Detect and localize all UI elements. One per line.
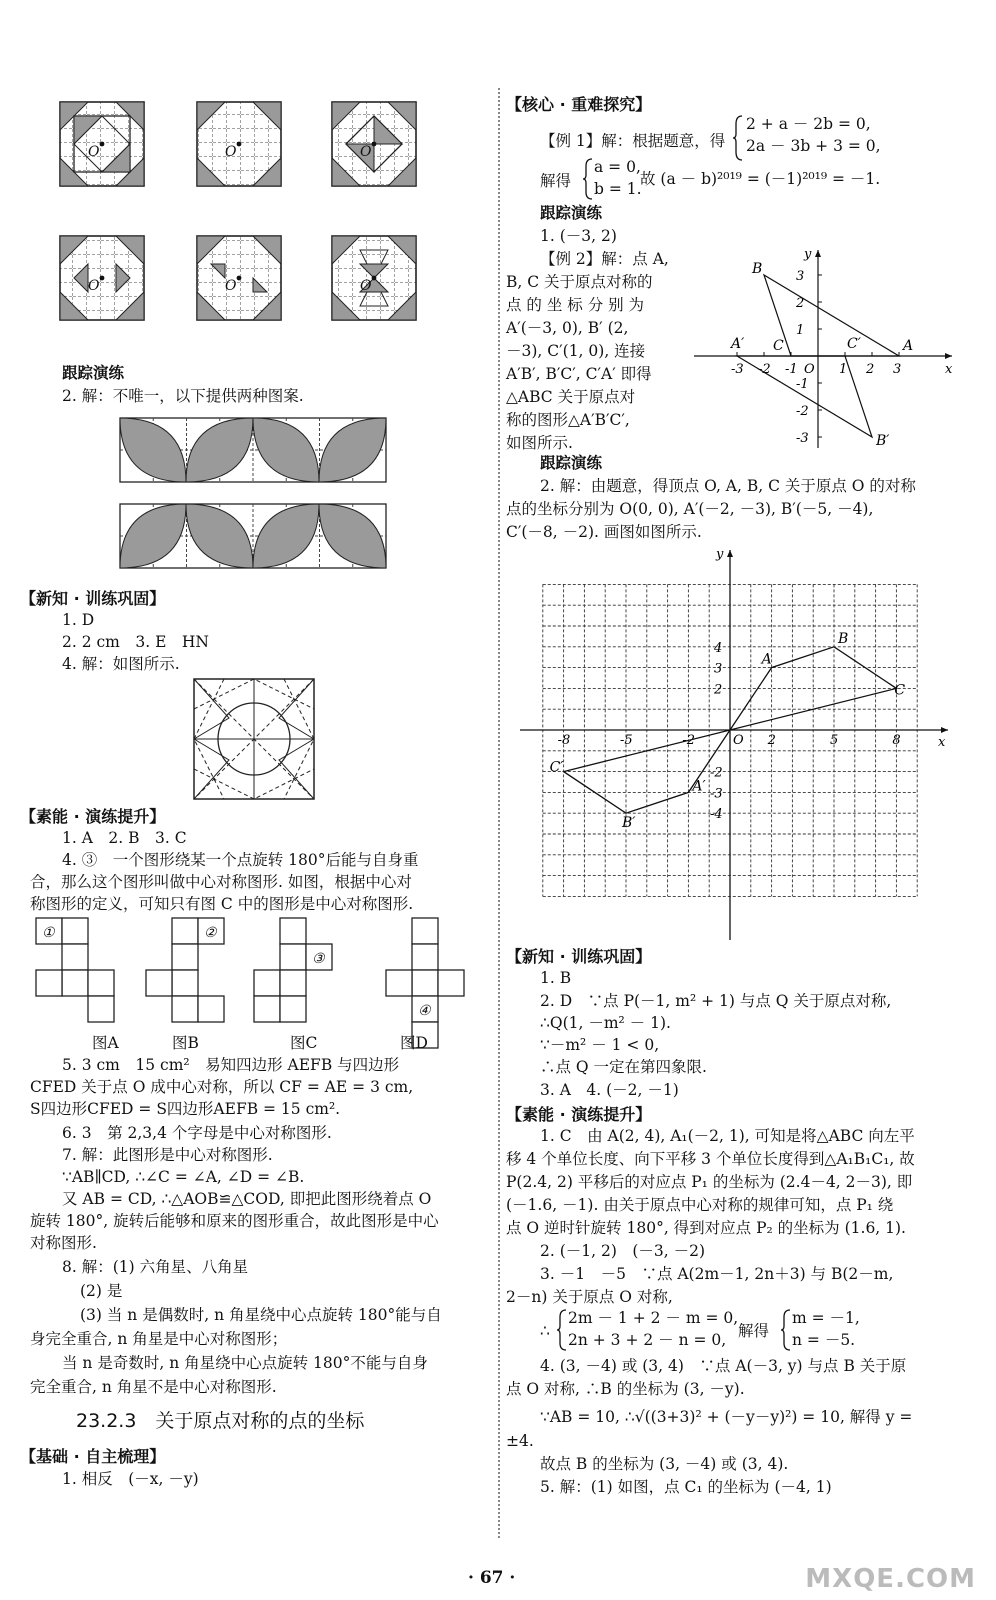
ab-r3-line2: 2－n) 关于原点 O 对称, [506,1288,673,1306]
ab-r3-line1: 3. －1 －5 ∵点 A(2m－1, 2n＋3) 与 B(2－m, [540,1265,894,1283]
net-cell [280,996,306,1022]
y-axis-arrow [815,250,821,257]
x-tick-label: 8 [892,733,901,748]
ex1-sol1: a = 0, [594,158,641,176]
petal-leaf [253,504,319,568]
point-label: B′ [622,815,636,832]
ab5-line3: S四边形CFED = S四边形AEFB = 15 cm². [30,1100,341,1118]
net-cell [280,970,306,996]
net-cell [36,970,62,996]
ab3-eq2: 2n + 3 + 2 － n = 0, [568,1331,727,1349]
point-label: C [894,682,906,699]
ab8-line5: 当 n 是奇数时, n 角星绕中心点旋转 180°不能与自身 [62,1354,428,1372]
ab7-line5: 对称图形. [30,1234,97,1252]
net-cell [438,970,464,996]
x-tick-label: 2 [767,733,776,748]
net-cell [62,918,88,944]
ex2-text-line: 称的图形△A′B′C′, [506,411,630,429]
ex1-sol-brace [582,157,594,201]
tile-center-dot [100,142,105,147]
x-tick-label: -3 [731,362,744,377]
ab3-sol-brace [780,1308,792,1352]
tile-center-label: O [360,144,372,160]
y-tick-label: -3 [796,431,809,446]
net-mark: ① [42,925,55,941]
nk-r2-line2: ∴Q(1, －m² － 1). [540,1014,671,1032]
y-tick-label: 1 [796,323,805,338]
x-tick-label: -1 [785,362,798,377]
net-cell [172,996,198,1022]
follow-answer-1: 1. (－3, 2) [540,227,617,245]
ab-r4-line5: 故点 B 的坐标为 (3, －4) 或 (3, 4). [540,1455,789,1473]
x-tick-label: 1 [839,362,848,377]
grid-coordinate-figure [516,542,956,942]
net-cell [386,970,412,996]
tile-figure [332,102,416,186]
y-tick-label: -3 [710,786,723,802]
ex2-coordinate-figure [690,244,960,454]
ab-r1-line3: P(2.4, 2) 平移后的对应点 P₁ 的坐标为 (2.4－4, 2－3), 即 [506,1173,913,1191]
follow-q2: 2. 解：不唯一，以下提供两种图案. [62,387,304,405]
net-mark: ④ [418,1003,431,1019]
tile-center-dot [237,142,242,147]
net-cell [172,918,198,944]
ab-r1-line4: (－1.6, －1). 由关于原点中心对称的规律可知，点 P₁ 绕 [506,1196,894,1214]
y-tick-label: 2 [714,682,723,698]
x-axis-arrow [941,727,948,733]
point-label: A′ [731,336,745,352]
ab7-line1: 7. 解：此图形是中心对称图形. [62,1146,273,1164]
x-axis-label: x [938,735,946,750]
net-cell [412,918,438,944]
tile-center-dot [372,142,377,147]
x-tick-label: 2 [866,362,875,377]
petal-pattern-figure [118,416,388,576]
section-newknow-right: 【新知 · 训练巩固】 [506,947,652,966]
y-tick-label: -2 [796,404,809,419]
follow-label-r2: 跟踪演练 [540,453,603,472]
tile-figure [197,102,281,186]
ab4-line3: 称图形的定义，可知只有图 C 中的图形是中心对称图形. [30,895,414,913]
x-tick-label: -8 [557,733,571,748]
ab8-line4: 身完全重合, n 角星是中心对称图形； [30,1330,288,1348]
tile-figure [60,102,144,186]
net-cell [254,996,280,1022]
tile-center-dot [372,276,377,281]
x-tick-label: 5 [830,733,839,748]
section-core: 【核心 · 重难探究】 [506,95,652,114]
ab3-sol2: n = －5. [792,1331,856,1349]
point-label: B [838,630,849,647]
net-cell [412,970,438,996]
tile-figure [332,236,416,320]
net-cell [146,970,172,996]
fig-label-b: 图B [172,1034,199,1052]
petal-leaf [120,418,186,482]
tile-figure [197,236,281,320]
ab3-sol1: m = －1, [792,1309,860,1327]
x-tick-label: -2 [682,733,696,748]
fig-label-c: 图C [290,1034,318,1052]
ab-r2: 2. (－1, 2) (－3, －2) [540,1242,706,1260]
triangle-abc [764,275,899,356]
column-divider [498,88,500,1538]
ex2-text-line: △ABC 关于原点对 [506,388,636,406]
f2-line2: 点的坐标分别为 O(0, 0), A′(－2, －3), B′(－5, －4), [506,500,874,518]
petal-leaf [319,418,386,482]
net-cell [412,944,438,970]
ab-answers-1-3: 1. A 2. B 3. C [62,829,187,847]
ab3-solve-label: 解得 [738,1322,770,1340]
y-tick-label: -1 [796,377,809,392]
ab-r5: 5. 解：(1) 如图，点 C₁ 的坐标为 (－4, 1) [540,1478,832,1496]
section-ability-right: 【素能 · 演练提升】 [506,1105,652,1124]
point-label: C′ [847,336,861,352]
ex1-eq2: 2a － 3b + 3 = 0, [746,137,881,155]
ab8-line6: 完全重合, n 角星不是中心对称图形. [30,1378,277,1396]
tile-center-label: O [88,278,100,294]
ab5-line1: 5. 3 cm 15 cm² 易知四边形 AEFB 与四边形 [62,1056,400,1074]
tile-center-dot [100,276,105,281]
net-cell [172,944,198,970]
point-label: A [761,651,772,668]
nk-r2-line4: ∴点 Q 一定在第四象限. [540,1058,707,1076]
ab-r1-line1: 1. C 由 A(2, 4), A₁(－2, 1), 可知是将△ABC 向左平 [540,1127,915,1145]
tile-center-label: O [88,144,100,160]
net-cell [88,996,114,1022]
watermark-logo: MXQE.COM [805,1564,976,1594]
section-newknow-left: 【新知 · 训练巩固】 [20,589,166,608]
net-cell [280,944,306,970]
ex1-eq1: 2 + a － 2b = 0, [746,115,871,133]
petal-leaf [319,504,386,568]
ex2-text-line: 点 的 坐 标 分 别 为 [506,296,645,314]
ab6-line: 6. 3 第 2,3,4 个字母是中心对称图形. [62,1124,332,1142]
follow-practice-label: 跟踪演练 [62,363,125,382]
section-ability-left: 【素能 · 演练提升】 [20,807,166,826]
nk-answer-2-3: 2. 2 cm 3. E HN [62,633,209,651]
page-number: · 67 · [468,1568,516,1588]
fig-label-d: 图D [400,1034,428,1052]
point-label: C [773,338,784,354]
y-tick-label: 4 [714,640,723,656]
x-tick-label: -2 [758,362,771,377]
net-cell [172,970,198,996]
y-axis-label: y [804,247,812,262]
ex2-text-line: －3), C′(1, 0), 连接 [506,342,646,360]
ab8-line1: 8. 解：(1) 六角星、八角星 [62,1258,249,1276]
petal-row [120,418,386,482]
ab3-eq1: 2m － 1 + 2 － m = 0, [568,1309,739,1327]
fig-label-a: 图A [92,1034,119,1052]
net-cell [62,944,88,970]
tile-center-label: O [225,278,237,294]
petal-leaf [120,504,186,568]
f2-line1: 2. 解：由题意，得顶点 O, A, B, C 关于原点 O 的对称 [540,477,916,495]
point-label: B [752,261,763,277]
ex2-text-line: 【例 2】解：点 A, [540,250,669,268]
ab7-line3: 又 AB = CD, ∴△AOB≌△COD, 即把此图形绕着点 O [62,1190,432,1208]
square-circle-figure [193,678,315,800]
tile-pattern-figures [58,100,418,360]
net-mark: ③ [312,951,325,967]
x-tick-label: 3 [893,362,902,377]
ab5-line2: CFED 关于点 O 成中心对称，所以 CF = AE = 3 cm, [30,1078,414,1096]
net-cell [88,970,114,996]
nk-r1: 1. B [540,969,572,987]
x-axis-arrow [945,353,952,359]
y-tick-label: 2 [796,296,805,311]
nk-answer-1: 1. D [62,611,95,629]
point-label: B′ [876,433,890,449]
y-tick-label: -2 [710,765,723,781]
x-tick-label: -5 [620,733,633,748]
ex1-solve-label: 解得 [540,172,572,190]
net-cell [280,918,306,944]
point-label: A [903,338,914,354]
ab7-line2: ∵AB∥CD, ∴∠C = ∠A, ∠D = ∠B. [62,1168,305,1186]
tile-center-dot [237,276,242,281]
y-tick-label: 3 [714,661,723,677]
tile-figure [60,236,144,320]
follow-label-r1: 跟踪演练 [540,203,603,222]
ab3-brace [556,1308,568,1352]
basic-answer-1: 1. 相反 (－x, －y) [62,1470,199,1488]
point-label: C′ [549,759,564,776]
petal-row [120,504,386,568]
ab8-line3: (3) 当 n 是偶数时, n 角星绕中心点旋转 180°能与自 [80,1306,442,1324]
ab-r4-line1: 4. (3, －4) 或 (3, 4) ∵点 A(－3, y) 与点 B 关于原 [540,1357,907,1375]
ex1-result: 故 (a － b)²⁰¹⁹ = (－1)²⁰¹⁹ = －1. [640,170,881,188]
ab-r4-line2: 点 O 对称, ∴B 的坐标为 (3, －y). [506,1380,745,1398]
ab4-line2: 合，那么这个图形叫做中心对称图形. 如图，根据中心对 [30,873,412,891]
ex1-brace [732,114,744,162]
tile-center-label: O [225,144,237,160]
ex2-text-line: A′B′, B′C′, C′A′ 即得 [506,365,652,383]
ab-r4-line3: ∵AB = 10, ∴√((3+3)² + (－y－y)²) = 10, 解得 y = [540,1408,913,1426]
y-tick-label: 3 [796,269,805,284]
nk-r2-line3: ∵－m² － 1 < 0, [540,1036,660,1054]
nk-r2-line1: 2. D ∵点 P(－1, m² + 1) 与点 Q 关于原点对称, [540,992,892,1010]
net-cell [62,970,88,996]
net-cell [198,996,224,1022]
ab-r1-line2: 移 4 个单位长度、向下平移 3 个单位长度得到△A₁B₁C₁, 故 [506,1150,915,1168]
ab8-line2: (2) 是 [80,1282,123,1300]
nk-r3-4: 3. A 4. (－2, －1) [540,1081,679,1099]
section-title-23-2-3: 23.2.3 关于原点对称的点的坐标 [76,1410,365,1432]
petal-leaf [186,418,253,482]
net-mark: ② [204,925,217,941]
f2-line3: C′(－8, －2). 画图如图所示. [506,523,702,541]
origin-label: O [804,362,815,377]
ex2-text-line: 如图所示. [506,434,573,452]
ab7-line4: 旋转 180°, 旋转后能够和原来的图形重合，故此图形是中心 [30,1212,439,1230]
origin-label: O [733,733,744,748]
point-label: A′ [692,778,706,795]
net-cell [254,970,280,996]
ex1-sol2: b = 1. [594,180,642,198]
petal-leaf [253,418,319,482]
ab4-line1: 4. ③ 一个图形绕某一个点旋转 180°后能与自身重 [62,851,419,869]
ab-r3-therefore: ∴ [540,1322,550,1340]
x-axis-label: x [945,362,953,377]
ex2-text-line: A′(－3, 0), B′ (2, [506,319,629,337]
ab-r1-line5: 点 O 逆时针旋转 180°, 得到对应点 P₂ 的坐标为 (1.6, 1). [506,1219,906,1237]
ex2-text-line: B, C 关于原点对称的 [506,273,653,291]
tile-center-label: O [360,278,372,294]
y-tick-label: -4 [710,807,723,823]
section-basic: 【基础 · 自主梳理】 [20,1447,166,1466]
ex1-intro: 【例 1】解：根据题意，得 [540,132,726,150]
nk-answer-4: 4. 解：如图所示. [62,655,180,673]
y-axis-label: y [716,547,724,562]
y-axis-arrow [727,550,733,557]
petal-leaf [186,504,253,568]
ab-r4-line4: ±4. [506,1432,534,1450]
